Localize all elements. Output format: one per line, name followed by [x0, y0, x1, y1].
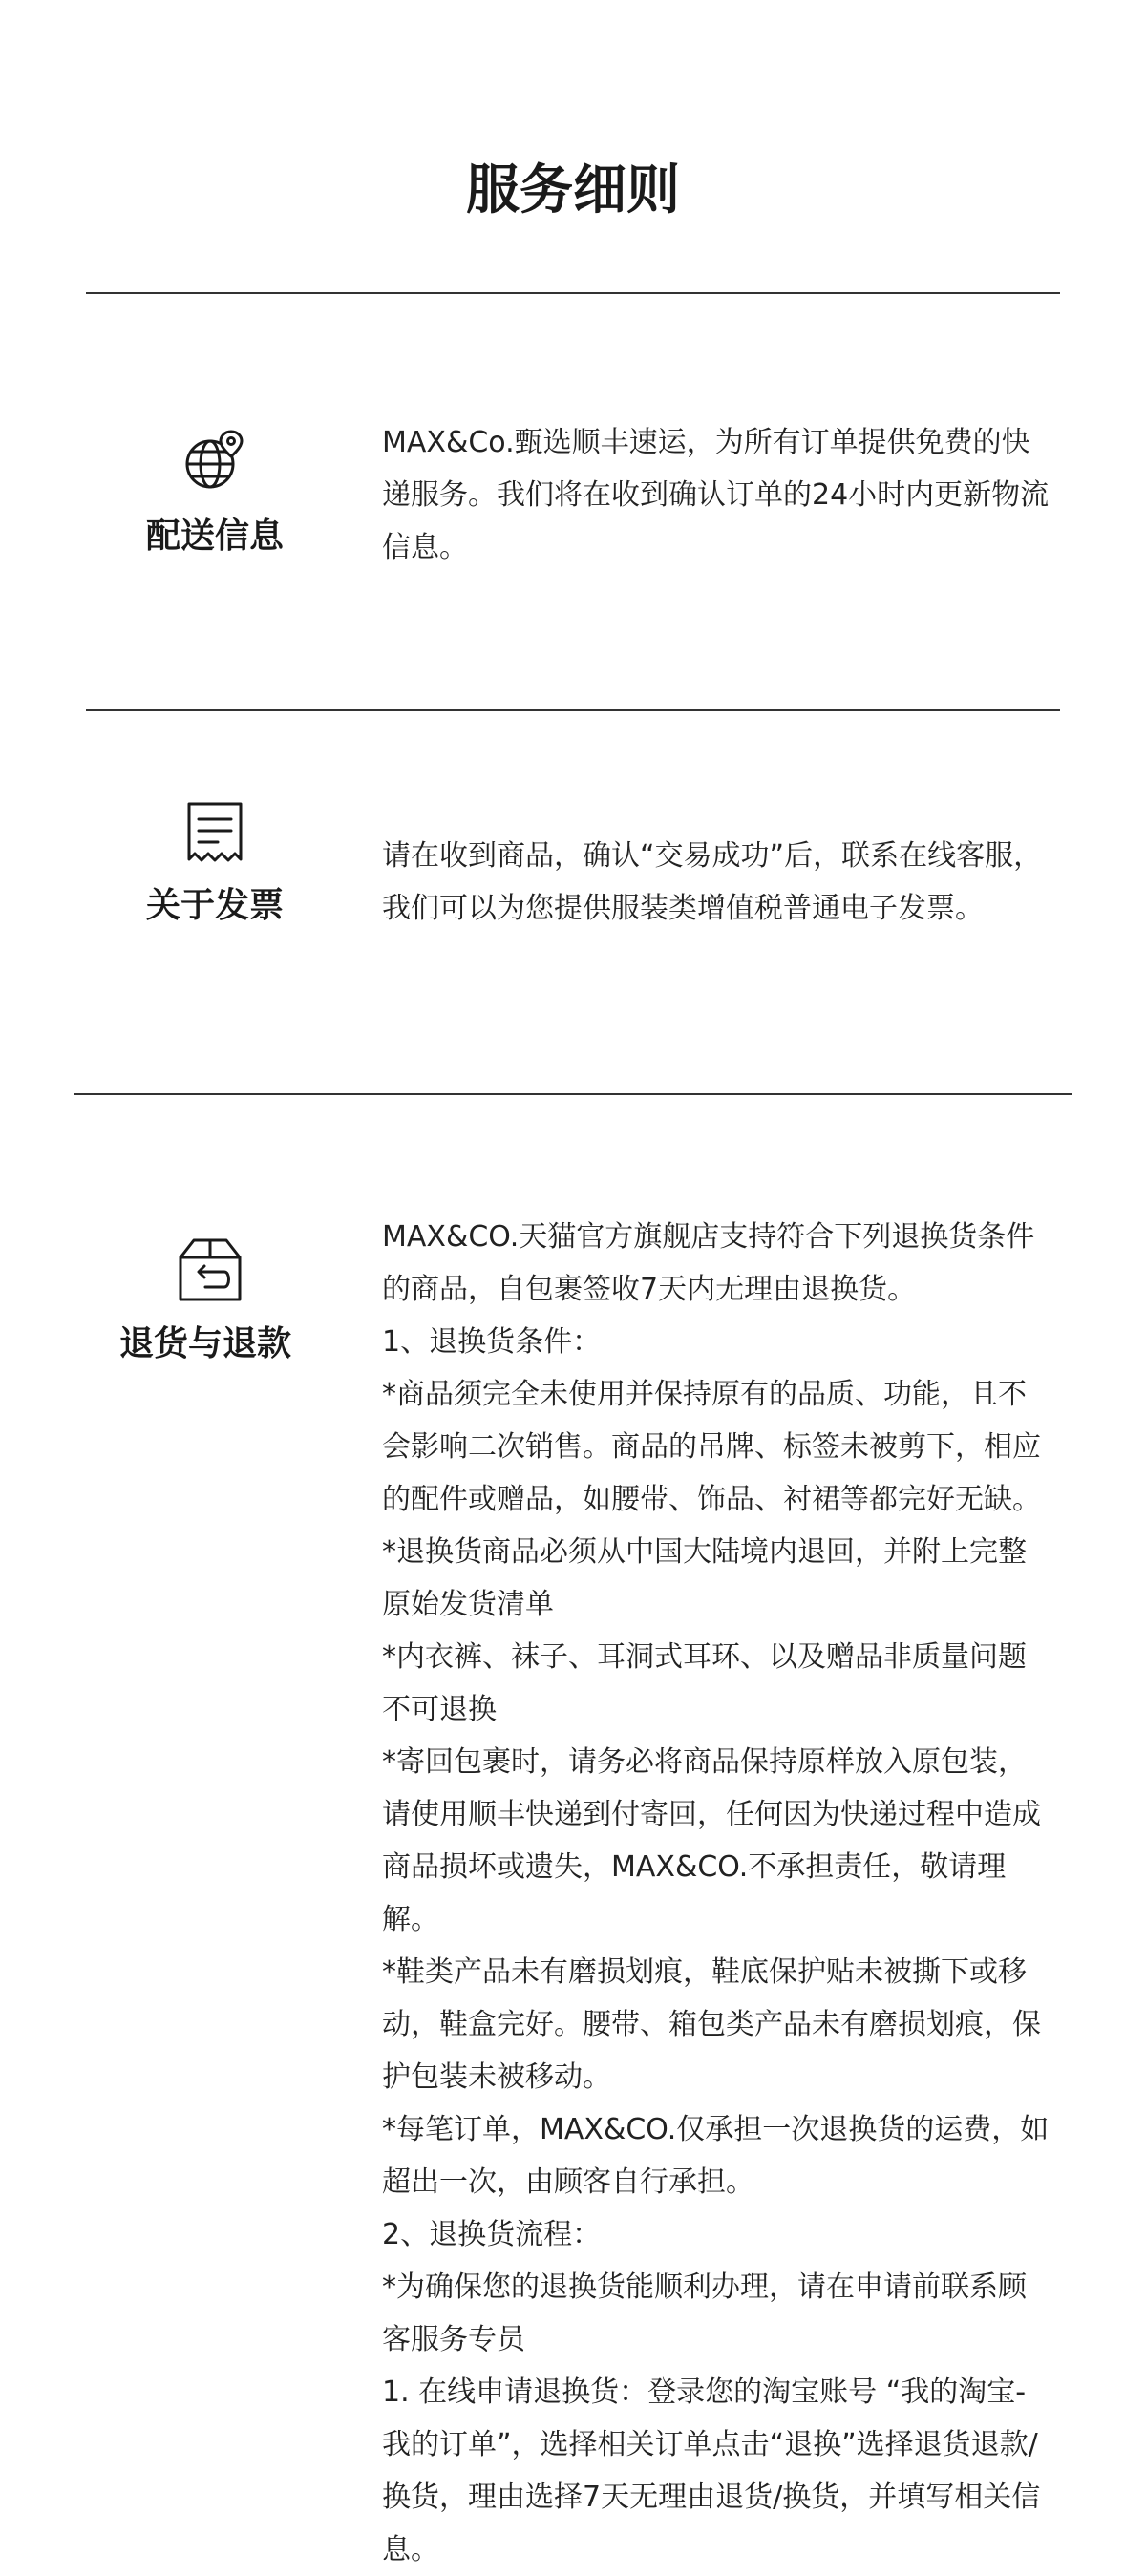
section-body-delivery: [382, 416, 1050, 574]
paragraph: MAX&CO.天猫官方旗舰店支持符合下列退换货条件的商品，自包裹签收7天内无理由退换货。: [382, 1220, 1035, 1306]
paragraph: *寄回包裹时，请务必将商品保持原样放入原包装，请使用顺丰快递到付寄回，任何因为快递过程中造成商品损坏或遗失，MAX&CO.不承担责任，敬请理解。: [382, 1745, 1041, 1936]
divider: [86, 292, 1060, 294]
globe-location-icon: [181, 428, 248, 495]
page-title: 服务细则: [466, 159, 680, 222]
section-label-returns: 退货与退款: [118, 1324, 291, 1363]
paragraph: *退换货商品必须从中国大陆境内退回，并附上完整原始发货清单: [382, 1535, 1027, 1621]
paragraph: 1、退换货条件：: [382, 1325, 602, 1359]
section-body-returns: [382, 1211, 1050, 2576]
section-label-delivery: 配送信息: [145, 517, 284, 556]
return-box-icon: [177, 1236, 244, 1303]
divider: [74, 1093, 1072, 1095]
paragraph: 请在收到商品，确认“交易成功”后，联系在线客服，我们可以为您提供服装类增值税普通电子发票。: [382, 839, 1043, 925]
paragraph: *每笔订单，MAX&CO.仅承担一次退换货的运费，如超出一次，由顾客自行承担。: [382, 2113, 1050, 2199]
paragraph: MAX&Co.甄选顺丰速运，为所有订单提供免费的快递服务。我们将在收到确认订单的24小时内更新物流信息。: [382, 426, 1050, 564]
receipt-icon: [181, 800, 248, 867]
paragraph: *内衣裤、袜子、耳洞式耳环、以及赠品非质量问题不可退换: [382, 1640, 1027, 1726]
section-body-invoice: [382, 830, 1050, 935]
paragraph: *商品须完全未使用并保持原有的品质、功能，且不会影响二次销售。商品的吊牌、标签未被剪下，相应的配件或赠品，如腰带、饰品、衬裙等都完好无缺。: [382, 1378, 1041, 1516]
paragraph: *为确保您的退换货能顺利办理，请在申请前联系顾客服务专员: [382, 2270, 1027, 2356]
divider: [86, 709, 1060, 711]
section-label-invoice: 关于发票: [145, 886, 284, 925]
paragraph: 2、退换货流程：: [382, 2218, 602, 2251]
paragraph: 1. 在线申请退换货：登录您的淘宝账号 “我的淘宝-我的订单”，选择相关订单点击“退换”选择退货退款/换货，理由选择7天无理由退货/换货，并填写相关信息。: [382, 2375, 1041, 2566]
paragraph: *鞋类产品未有磨损划痕，鞋底保护贴未被撕下或移动，鞋盒完好。腰带、箱包类产品未有磨损划痕，保护包装未被移动。: [382, 1955, 1041, 2094]
